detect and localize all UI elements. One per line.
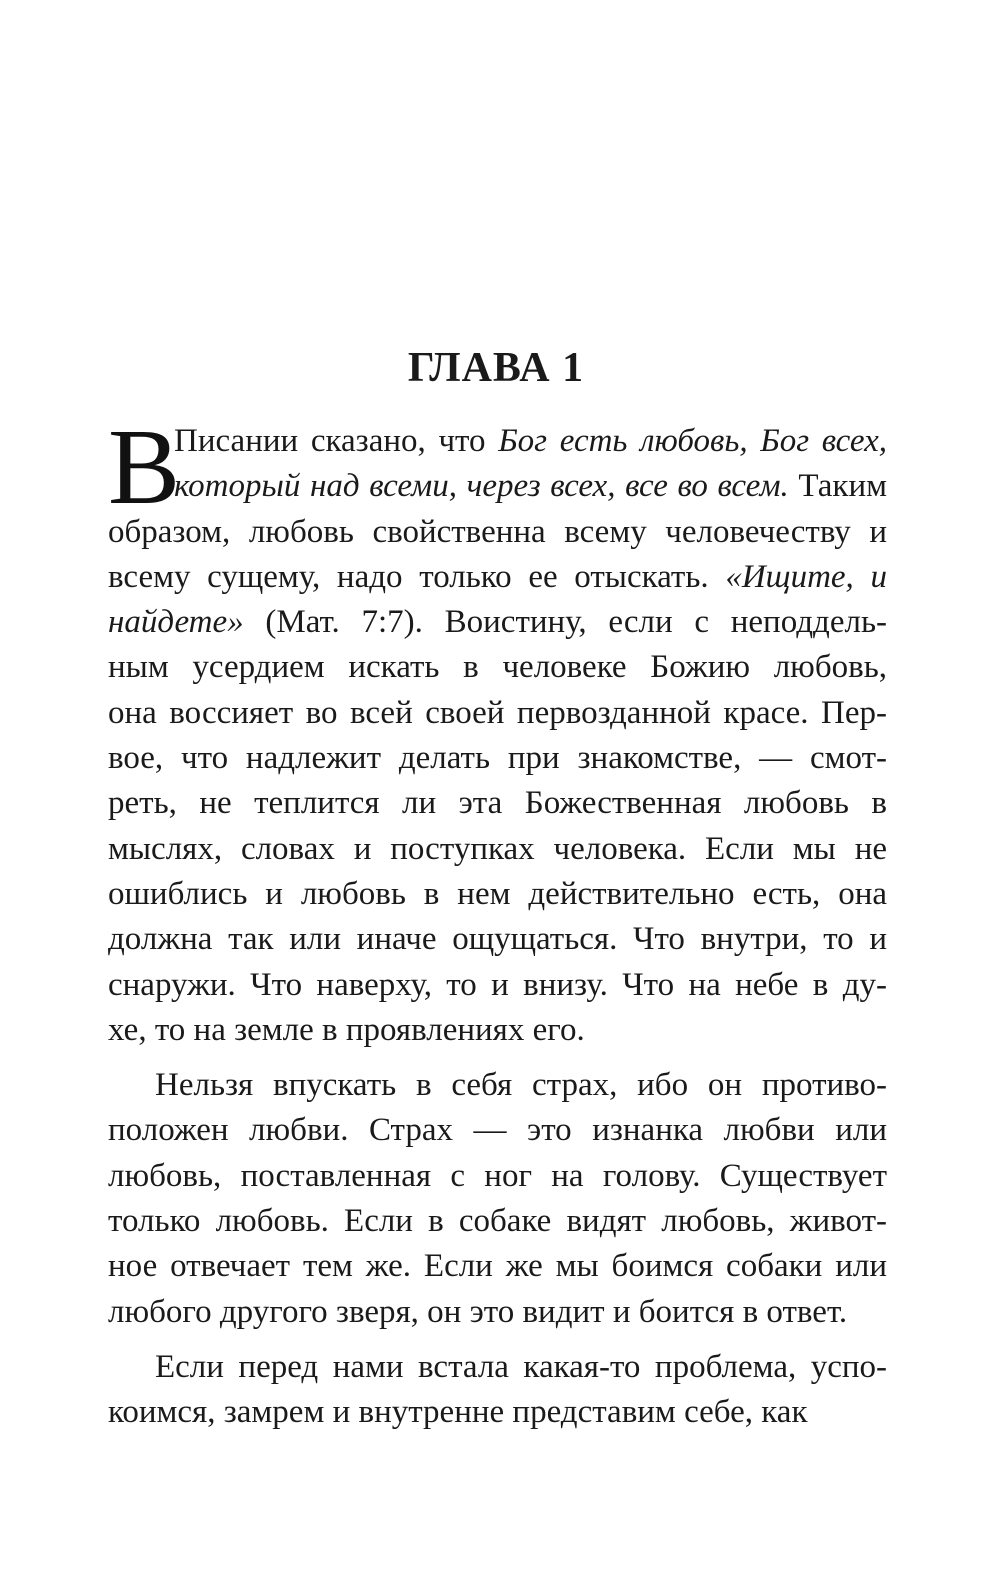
- text-run: она воссияет во всей своей первозданной красе. Пер-: [108, 694, 887, 731]
- text-run: должна так или иначе ощущаться. Что внутри, то и: [108, 921, 887, 958]
- text-run: (Мат. 7:7). Воистину, если с неподдель-: [243, 604, 887, 641]
- text-run: вое, что надлежит делать при знакомстве, — смот-: [108, 740, 887, 777]
- text-run: всему сущему, надо только ее отыскать.: [108, 558, 726, 595]
- text-line: [108, 827, 887, 872]
- italic-quote: «Ищите, и: [725, 558, 887, 595]
- text-run: Нельзя впускать в себя страх, ибо он противо-: [155, 1067, 887, 1104]
- text-run: образом, любовь свойственна всему человечеству и: [108, 513, 887, 550]
- text-line: [108, 600, 887, 645]
- text-run: только любовь. Если в собаке видят любовь, живот-: [108, 1203, 887, 1240]
- italic-quote: найдете»: [108, 604, 244, 641]
- text-line: [108, 1390, 887, 1435]
- text-line: [108, 1154, 887, 1199]
- text-run: ное отвечает тем же. Если же мы боимся собаки или: [108, 1248, 887, 1285]
- text-run: любовь, поставленная с ног на голову. Существует: [108, 1157, 887, 1194]
- text-run: Писании сказано, что: [174, 423, 499, 459]
- text-run: Таким: [788, 468, 887, 505]
- text-run: хе, то на земле в проявлениях его.: [108, 1011, 585, 1048]
- text-run: любого другого зверя, он это видит и боится в ответ.: [108, 1293, 848, 1330]
- paragraph: [108, 1345, 887, 1436]
- text-run: ошиблись и любовь в нем действительно есть, она: [108, 875, 887, 912]
- text-run: ным усердием искать в человеке Божию любовь,: [108, 649, 887, 686]
- text-line: [108, 1199, 887, 1244]
- text-line: [108, 1244, 887, 1289]
- text-line: [108, 1345, 887, 1390]
- text-line: [108, 691, 887, 736]
- text-line: [108, 1008, 887, 1053]
- text-line: [108, 464, 887, 509]
- text-line: [108, 555, 887, 600]
- text-run: Если перед нами встала какая-то проблема, успо-: [155, 1348, 887, 1385]
- text-run: мыслях, словах и поступках человека. Если мы не: [108, 830, 887, 867]
- italic-quote: Бог есть любовь, Бог всех,: [498, 423, 888, 459]
- text-line: [108, 419, 887, 464]
- text-line: [108, 736, 887, 781]
- text-line: [108, 917, 887, 962]
- text-run: реть, не теплится ли эта Божественная любовь в: [108, 785, 887, 822]
- text-line: [108, 1290, 887, 1335]
- text-line: [108, 1063, 887, 1108]
- paragraph: [108, 408, 888, 1053]
- italic-quote: который над всеми, через всех, все во всем.: [174, 468, 789, 505]
- chapter-title: ГЛАВА 1: [407, 345, 585, 391]
- text-run: коимся, замрем и внутренне представим себе, как: [108, 1394, 808, 1431]
- text-line: [108, 1108, 887, 1153]
- text-line: [108, 510, 887, 555]
- text-line: [108, 645, 887, 690]
- chapter-body: [108, 408, 888, 1436]
- text-line: [108, 963, 887, 1008]
- text-line: [108, 781, 887, 826]
- text-line: [108, 872, 887, 917]
- drop-cap: В: [108, 408, 181, 527]
- text-run: снаружи. Что наверху, то и внизу. Что на небе в ду-: [108, 966, 887, 1003]
- paragraph: [108, 1063, 887, 1335]
- text-run: положен любви. Страх — это изнанка любви или: [108, 1112, 887, 1149]
